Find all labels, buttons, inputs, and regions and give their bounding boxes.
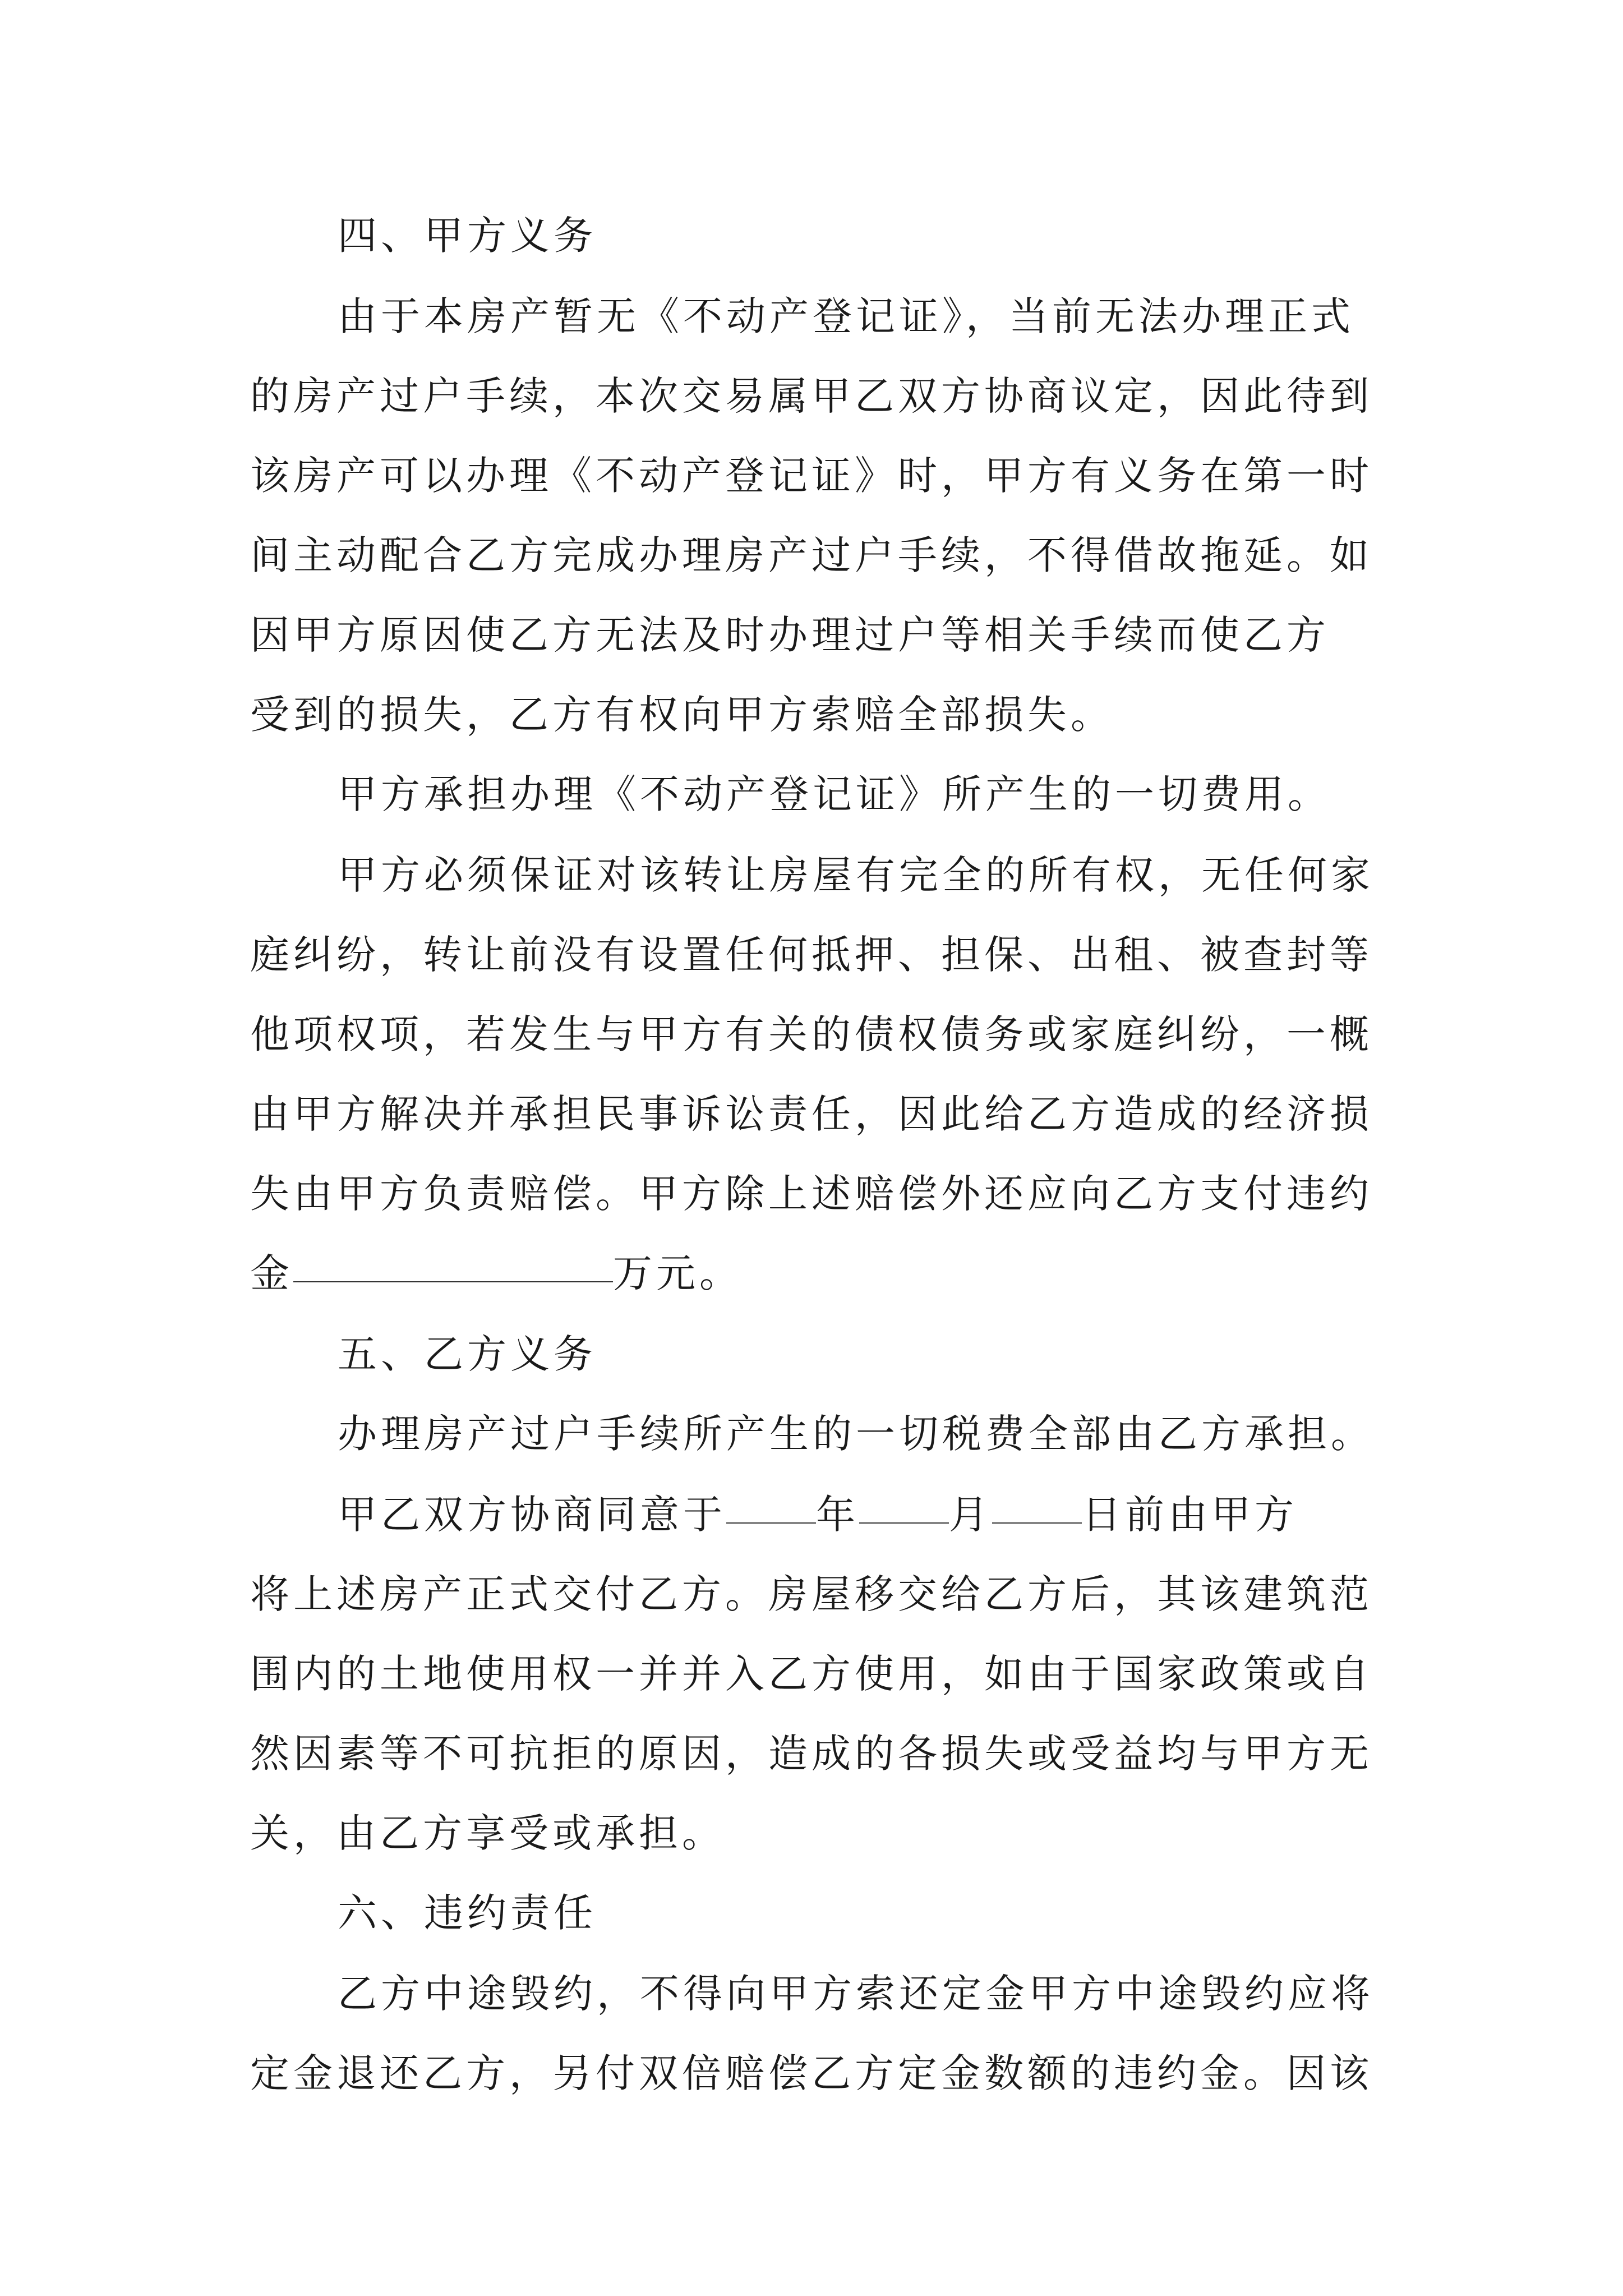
- paragraph-line: 然因素等不可抗拒的原因，造成的各损失或受益均与甲方无: [250, 1731, 1373, 1777]
- text-segment: 月: [949, 1492, 992, 1538]
- paragraph-line: 将上述房产正式交付乙方。房屋移交给乙方后，其该建筑范: [250, 1571, 1373, 1617]
- text-segment: 甲乙双方协商同意于: [338, 1492, 726, 1538]
- fill-in-blank-amount[interactable]: [293, 1242, 613, 1282]
- paragraph-line: 受到的损失，乙方有权向甲方索赔全部损失。: [250, 692, 1114, 738]
- paragraph-line: 的房产过户手续，本次交易属甲乙双方协商议定，因此待到: [250, 373, 1373, 419]
- paragraph-line: 围内的土地使用权一并并入乙方使用，如由于国家政策或自: [250, 1651, 1373, 1697]
- paragraph-line-with-blank: [250, 1246, 743, 1300]
- fill-in-blank-day[interactable]: [992, 1483, 1082, 1524]
- paragraph-line: 关，由乙方享受或承担。: [250, 1810, 725, 1856]
- paragraph-line: 他项权项，若发生与甲方有关的债权债务或家庭纠纷，一概: [250, 1011, 1373, 1057]
- section-heading-6: 六、违约责任: [338, 1890, 597, 1936]
- paragraph-line: 庭纠纷，转让前没有设置任何抵押、担保、出租、被查封等: [250, 932, 1373, 978]
- paragraph-line: 甲方承担办理《不动产登记证》所产生的一切费用。: [338, 771, 1331, 817]
- paragraph-line: 乙方中途毁约，不得向甲方索还定金甲方中途毁约应将: [338, 1971, 1374, 2017]
- fill-in-blank-year[interactable]: [726, 1483, 816, 1524]
- paragraph-line: 该房产可以办理《不动产登记证》时，甲方有义务在第一时: [250, 453, 1373, 499]
- section-heading-4: 四、甲方义务: [338, 213, 597, 259]
- fill-in-blank-month[interactable]: [859, 1483, 949, 1524]
- paragraph-line: 甲方必须保证对该转让房屋有完全的所有权，无任何家: [338, 852, 1374, 898]
- paragraph-line: 间主动配合乙方完成办理房产过户手续，不得借故拖延。如: [250, 532, 1373, 578]
- text-segment: 万元。: [613, 1250, 743, 1296]
- paragraph-line: 定金退还乙方，另付双倍赔偿乙方定金数额的违约金。因该: [250, 2050, 1373, 2096]
- paragraph-line: 失由甲方负责赔偿。甲方除上述赔偿外还应向乙方支付违约: [250, 1171, 1373, 1217]
- text-segment: 日前由甲方: [1082, 1492, 1298, 1538]
- paragraph-line-with-blanks: [338, 1488, 1298, 1542]
- text-segment: 金: [250, 1250, 293, 1296]
- paragraph-line: 由于本房产暂无《不动产登记证》，当前无法办理正式: [338, 293, 1354, 339]
- section-heading-5: 五、乙方义务: [338, 1331, 597, 1377]
- text-segment: 年: [816, 1492, 859, 1538]
- paragraph-line: 由甲方解决并承担民事诉讼责任，因此给乙方造成的经济损: [250, 1091, 1373, 1137]
- paragraph-line: 因甲方原因使乙方无法及时办理过户等相关手续而使乙方: [250, 612, 1330, 658]
- paragraph-line: 办理房产过户手续所产生的一切税费全部由乙方承担。: [338, 1411, 1374, 1457]
